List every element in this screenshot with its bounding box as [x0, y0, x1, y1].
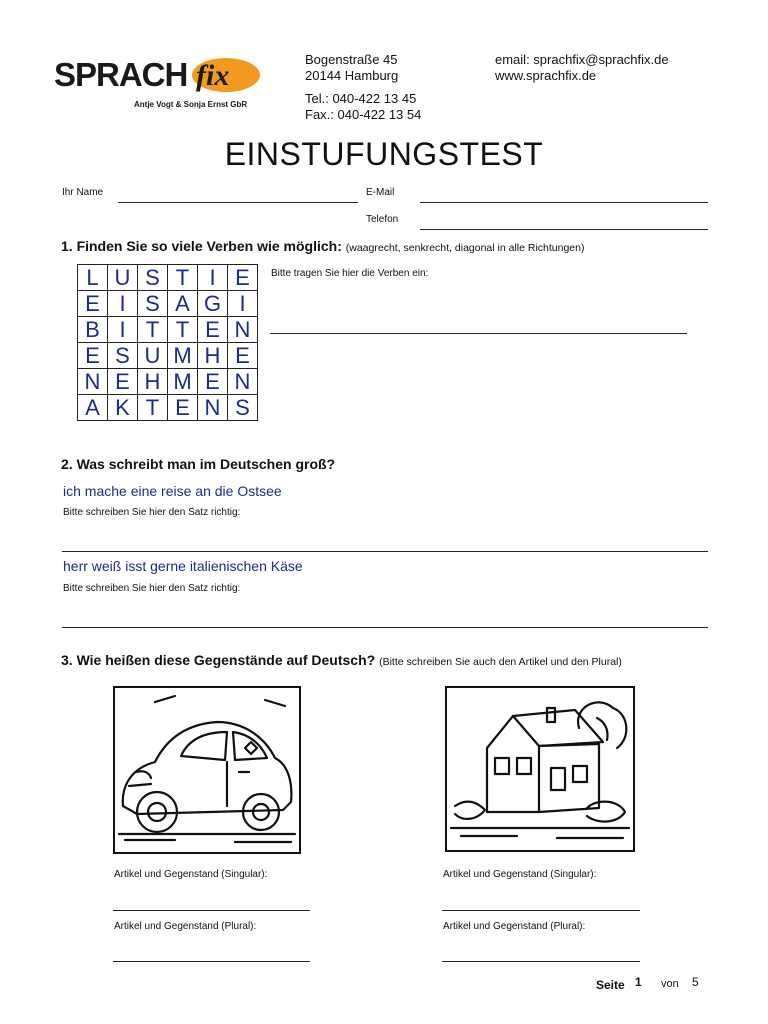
right-plural-label: Artikel und Gegenstand (Plural):	[443, 921, 586, 932]
grid-row	[78, 369, 258, 395]
question-2-heading: 2. Was schreibt man im Deutschen groß?	[61, 456, 336, 472]
sentence-2: herr weiß isst gerne italienischen Käse	[63, 558, 303, 574]
logo-subtitle: Antje Vogt & Sonja Ernst GbR	[134, 100, 248, 109]
total-pages: 5	[692, 975, 699, 989]
grid-cell: N	[78, 369, 108, 395]
grid-row	[78, 395, 258, 421]
page-number: 1	[635, 975, 642, 989]
sentence-1-answer-field[interactable]	[62, 551, 708, 552]
of-label: von	[661, 978, 679, 990]
right-singular-field[interactable]	[442, 910, 640, 911]
name-field[interactable]	[118, 202, 358, 203]
grid-cell: L	[78, 265, 108, 291]
question-1-text: 1. Finden Sie so viele Verben wie möglich:	[61, 238, 342, 254]
name-label: Ihr Name	[62, 187, 104, 198]
grid-row	[78, 317, 258, 343]
grid-cell: T	[138, 395, 168, 421]
grid-cell: I	[108, 291, 138, 317]
grid-cell: E	[198, 317, 228, 343]
grid-cell: T	[168, 317, 198, 343]
fax-number: Fax.: 040-422 13 54	[305, 107, 422, 122]
page-label: Seite	[596, 978, 625, 992]
email-label: E-Mail	[366, 187, 395, 198]
question-3-text: 3. Wie heißen diese Gegenstände auf Deutsch?	[61, 652, 376, 668]
grid-cell: U	[108, 265, 138, 291]
verbs-instruction: Bitte tragen Sie hier die Verben ein:	[271, 268, 429, 279]
grid-cell: E	[198, 369, 228, 395]
grid-row	[78, 291, 258, 317]
left-plural-label: Artikel und Gegenstand (Plural):	[114, 921, 257, 932]
grid-cell: G	[198, 291, 228, 317]
question-3-note: (Bitte schreiben Sie auch den Artikel und den Plural)	[379, 656, 622, 668]
grid-cell: S	[108, 343, 138, 369]
grid-cell: I	[108, 317, 138, 343]
grid-cell: T	[168, 265, 198, 291]
left-singular-field[interactable]	[113, 910, 310, 911]
question-1-note: (waagrecht, senkrecht, diagonal in alle Richtungen)	[345, 242, 585, 254]
grid-cell: E	[78, 291, 108, 317]
grid-row	[78, 265, 258, 291]
grid-cell: E	[228, 265, 258, 291]
grid-cell: H	[198, 343, 228, 369]
grid-cell: I	[198, 265, 228, 291]
grid-cell: S	[138, 265, 168, 291]
grid-cell: N	[228, 369, 258, 395]
grid-cell: M	[168, 343, 198, 369]
grid-cell: M	[168, 369, 198, 395]
right-singular-label: Artikel und Gegenstand (Singular):	[443, 869, 597, 880]
word-search-grid	[77, 264, 258, 421]
grid-cell: N	[228, 317, 258, 343]
logo-fix-text: fix	[196, 59, 230, 92]
question-1-heading	[61, 238, 585, 254]
grid-cell: B	[78, 317, 108, 343]
grid-cell: K	[108, 395, 138, 421]
email-field[interactable]	[420, 202, 708, 203]
logo-text: SPRACH	[54, 56, 188, 93]
grid-cell: S	[138, 291, 168, 317]
phone-field[interactable]	[420, 229, 708, 230]
logo-fix-badge	[188, 54, 262, 98]
car-picture	[113, 686, 301, 854]
grid-cell: E	[228, 343, 258, 369]
left-singular-label: Artikel und Gegenstand (Singular):	[114, 869, 268, 880]
sentence-2-instruction: Bitte schreiben Sie hier den Satz richtig:	[63, 583, 241, 594]
grid-cell: T	[138, 317, 168, 343]
grid-cell: H	[138, 369, 168, 395]
address-street: Bogenstraße 45	[305, 52, 398, 67]
grid-cell: U	[138, 343, 168, 369]
grid-cell: E	[108, 369, 138, 395]
sentence-2-answer-field[interactable]	[62, 627, 708, 628]
sentence-1-instruction: Bitte schreiben Sie hier den Satz richtig:	[63, 507, 241, 518]
grid-cell: A	[78, 395, 108, 421]
address-city: 20144 Hamburg	[305, 68, 399, 83]
verbs-answer-field[interactable]	[270, 333, 687, 334]
house-picture	[445, 686, 635, 852]
grid-row	[78, 343, 258, 369]
question-3-heading	[61, 652, 622, 668]
sentence-1: ich mache eine reise an die Ostsee	[63, 483, 282, 499]
grid-cell: E	[168, 395, 198, 421]
page-title: EINSTUFUNGSTEST	[224, 136, 544, 172]
website-link[interactable]: www.sprachfix.de	[495, 68, 597, 83]
right-plural-field[interactable]	[442, 961, 640, 962]
grid-cell: I	[228, 291, 258, 317]
email-address[interactable]: email: sprachfix@sprachfix.de	[495, 52, 669, 67]
grid-cell: E	[78, 343, 108, 369]
grid-cell: N	[198, 395, 228, 421]
phone-number: Tel.: 040-422 13 45	[305, 91, 417, 106]
grid-cell: A	[168, 291, 198, 317]
grid-cell: S	[228, 395, 258, 421]
left-plural-field[interactable]	[113, 961, 310, 962]
phone-label: Telefon	[366, 214, 399, 225]
